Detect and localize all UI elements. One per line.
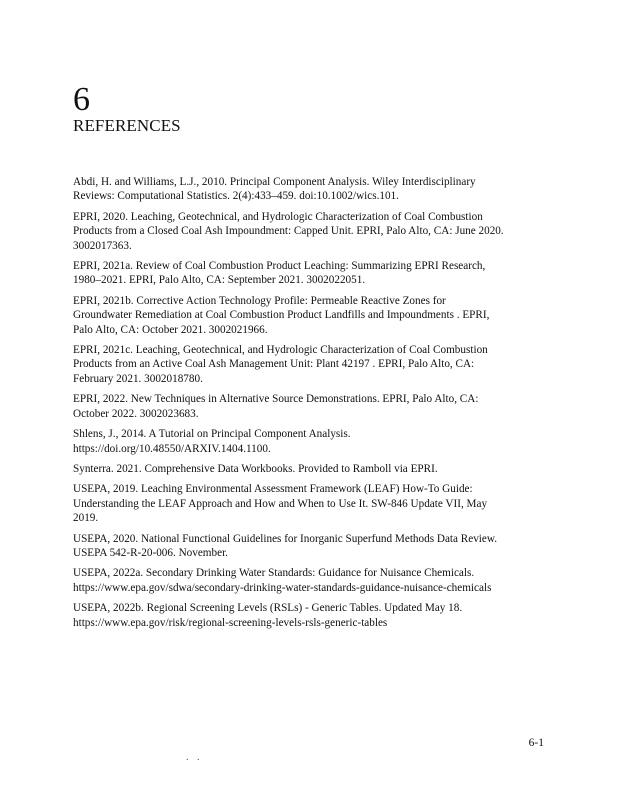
chapter-number: 6	[73, 81, 90, 118]
chapter-title: REFERENCES	[73, 116, 181, 135]
reference-usepa-2022a: USEPA, 2022a. Secondary Drinking Water Standards: Guidance for Nuisance Chemicals. https://www.epa.gov/sdwa/secondary-drinking-water-standards-guidance-nuisance-chemicals	[73, 567, 492, 594]
footer-dots: . .	[186, 752, 203, 763]
reference-shlens-2014: Shlens, J., 2014. A Tutorial on Principal Component Analysis. https://doi.org/10.48550/ARXIV.1404.1100.	[73, 428, 351, 455]
reference-epri-2020: EPRI, 2020. Leaching, Geotechnical, and Hydrologic Characterization of Coal Combustion Products from a Closed Coal Ash Impoundment: Capped Unit. EPRI, Palo Alto, CA: June 2020. 3002017363.	[73, 210, 504, 252]
reference-epri-2022: EPRI, 2022. New Techniques in Alternative Source Demonstrations. EPRI, Palo Alto, CA: October 2022. 3002023683.	[73, 393, 479, 420]
reference-abdi-2010: Abdi, H. and Williams, L.J., 2010. Principal Component Analysis. Wiley Interdisciplinary Reviews: Computational Statistics. 2(4):433–459. doi:10.1002/wics.101.	[73, 176, 476, 203]
reference-epri-2021a: EPRI, 2021a. Review of Coal Combustion Product Leaching: Summarizing EPRI Research, 1980–2021. EPRI, Palo Alto, CA: September 2021. 3002022051.	[73, 260, 486, 287]
reference-synterra-2021: Synterra. 2021. Comprehensive Data Workbooks. Provided to Ramboll via EPRI.	[73, 462, 438, 475]
reference-list	[73, 175, 548, 636]
reference-usepa-2020: USEPA, 2020. National Functional Guidelines for Inorganic Superfund Methods Data Review. USEPA 542-R-20-006. November.	[73, 532, 498, 559]
page-number: 6-1	[528, 737, 544, 749]
reference-epri-2021c: EPRI, 2021c. Leaching, Geotechnical, and Hydrologic Characterization of Coal Combustion Products from an Active Coal Ash Management Unit: Plant 42197 . EPRI, Palo Alto, CA: February 2021. 3002018780.	[73, 344, 488, 385]
reference-usepa-2019: USEPA, 2019. Leaching Environmental Assessment Framework (LEAF) How-To Guide: Understanding the LEAF Approach and How and When to Use It. SW-846 Update VII, May 2019.	[73, 483, 488, 525]
reference-epri-2021b: EPRI, 2021b. Corrective Action Technology Profile: Permeable Reactive Zones for Groundwater Remediation at Coal Combustion Product Landfills and Impoundments . EPRI, Palo Alto, CA: October 2021. 3002021966.	[73, 294, 490, 336]
reference-usepa-2022b: USEPA, 2022b. Regional Screening Levels (RSLs) - Generic Tables. Updated May 18. https://www.epa.gov/risk/regional-screening-levels-rsls-generic-tables	[73, 602, 463, 629]
